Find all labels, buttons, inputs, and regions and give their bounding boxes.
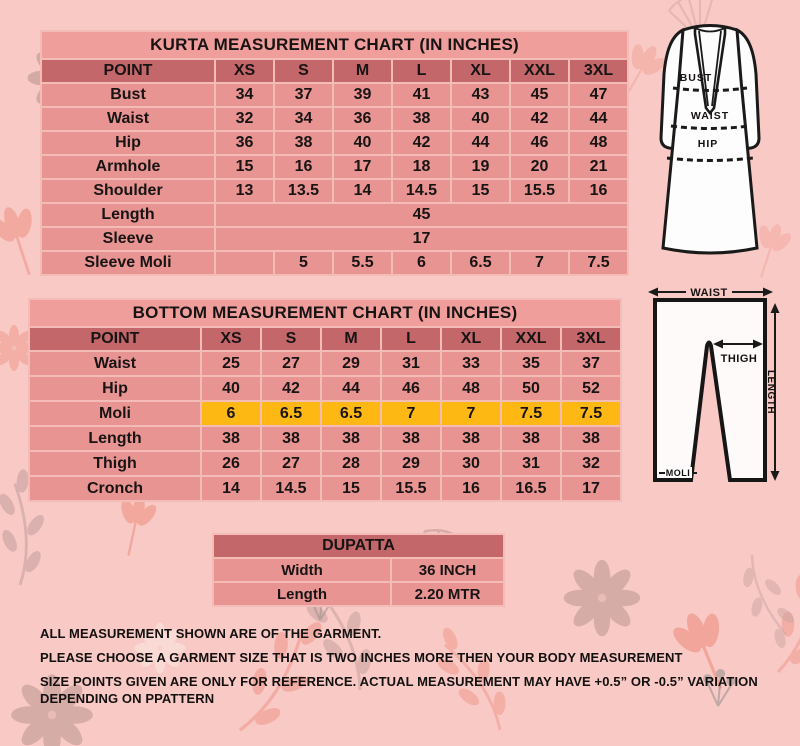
cell: 6: [393, 252, 450, 274]
bottom-diagram: [634, 282, 784, 504]
bottom-chart-title: BOTTOM MEASUREMENT CHART (IN INCHES): [30, 300, 620, 326]
merged-cell: 45: [216, 204, 627, 226]
cell: 17: [334, 156, 391, 178]
measurement-notes: [40, 626, 788, 715]
table-row: [42, 252, 627, 274]
cell: 43: [452, 84, 509, 106]
highlighted-cell: 7: [382, 402, 440, 425]
table-row: [42, 204, 627, 226]
cell: 26: [202, 452, 260, 475]
table-row: [30, 427, 620, 450]
cell: 34: [216, 84, 273, 106]
col-header: L: [382, 328, 440, 350]
table-row: [30, 452, 620, 475]
cell: 38: [275, 132, 332, 154]
dupatta-title-row: [214, 535, 503, 557]
col-header: 3XL: [570, 60, 627, 82]
cell: 18: [393, 156, 450, 178]
cell: 41: [393, 84, 450, 106]
row-label: Cronch: [30, 477, 200, 500]
cell: 7: [511, 252, 568, 274]
table-row: [30, 352, 620, 375]
cell: 5.5: [334, 252, 391, 274]
cell: 38: [322, 427, 380, 450]
note-line: SIZE POINTS GIVEN ARE ONLY FOR REFERENCE. ACTUAL MEASUREMENT MAY HAVE +0.5” OR -0.5” VARIATION: [40, 674, 758, 689]
highlighted-cell: 7: [442, 402, 500, 425]
cell: 15: [452, 180, 509, 202]
row-label: Bust: [42, 84, 214, 106]
table-row: [42, 228, 627, 250]
row-label: Hip: [42, 132, 214, 154]
kurta-waist-label: WAIST: [690, 110, 730, 122]
cell: 6.5: [452, 252, 509, 274]
cell: 29: [322, 352, 380, 375]
row-label: Waist: [30, 352, 200, 375]
cell: 44: [570, 108, 627, 130]
cell: 25: [202, 352, 260, 375]
kurta-bust-label: BUST: [679, 72, 713, 84]
row-label: Shoulder: [42, 180, 214, 202]
cell: 2.20 MTR: [392, 583, 503, 605]
bottom-measurement-table: [28, 298, 622, 502]
kurta-diagram: [638, 18, 783, 268]
pants-outline: [655, 300, 765, 480]
cell: 36 INCH: [392, 559, 503, 581]
cell: 14.5: [262, 477, 320, 500]
cell: 38: [502, 427, 560, 450]
cell: 21: [570, 156, 627, 178]
cell: 16: [275, 156, 332, 178]
cell: 15.5: [511, 180, 568, 202]
col-header: XXL: [502, 328, 560, 350]
row-label: Length: [214, 583, 390, 605]
cell: 16: [442, 477, 500, 500]
kurta-chart-header-row: [42, 60, 627, 82]
col-header: XS: [202, 328, 260, 350]
cell: 38: [562, 427, 620, 450]
row-label: Thigh: [30, 452, 200, 475]
cell: 45: [511, 84, 568, 106]
table-row: [42, 108, 627, 130]
row-label: Width: [214, 559, 390, 581]
cell: 46: [382, 377, 440, 400]
cell: 48: [442, 377, 500, 400]
table-row: [42, 132, 627, 154]
cell: 36: [216, 132, 273, 154]
cell: 42: [262, 377, 320, 400]
col-header: XL: [442, 328, 500, 350]
cell: 37: [275, 84, 332, 106]
highlighted-cell: 6.5: [262, 402, 320, 425]
cell: 15: [216, 156, 273, 178]
col-header: S: [262, 328, 320, 350]
dupatta-table: [212, 533, 505, 607]
cell: 40: [452, 108, 509, 130]
col-header: 3XL: [562, 328, 620, 350]
cell: 27: [262, 452, 320, 475]
row-label: Sleeve Moli: [42, 252, 214, 274]
cell: 16.5: [502, 477, 560, 500]
col-header: POINT: [30, 328, 200, 350]
highlighted-cell: 7.5: [502, 402, 560, 425]
cell: 13: [216, 180, 273, 202]
cell: 14.5: [393, 180, 450, 202]
cell: 36: [334, 108, 391, 130]
kurta-chart-title-row: [42, 32, 627, 58]
highlighted-cell: 6.5: [322, 402, 380, 425]
col-header: XXL: [511, 60, 568, 82]
cell: 32: [216, 108, 273, 130]
row-label: Length: [30, 427, 200, 450]
table-row: [42, 84, 627, 106]
cell: 19: [452, 156, 509, 178]
col-header: M: [334, 60, 391, 82]
cell: 38: [393, 108, 450, 130]
cell: 38: [382, 427, 440, 450]
col-header: M: [322, 328, 380, 350]
col-header: XL: [452, 60, 509, 82]
cell: 42: [511, 108, 568, 130]
row-label: Waist: [42, 108, 214, 130]
highlighted-cell: 7.5: [562, 402, 620, 425]
cell: 31: [502, 452, 560, 475]
dupatta-title: DUPATTA: [214, 535, 503, 557]
table-row-highlighted: [30, 402, 620, 425]
col-header: POINT: [42, 60, 214, 82]
cell: 20: [511, 156, 568, 178]
cell: 16: [570, 180, 627, 202]
kurta-chart-title: KURTA MEASUREMENT CHART (IN INCHES): [42, 32, 627, 58]
table-row: [42, 156, 627, 178]
note-line: PLEASE CHOOSE A GARMENT SIZE THAT IS TWO INCHES MORE THEN YOUR BODY MEASUREMENT: [40, 650, 683, 665]
cell: 28: [322, 452, 380, 475]
cell: 13.5: [275, 180, 332, 202]
col-header: L: [393, 60, 450, 82]
cell: 50: [502, 377, 560, 400]
cell: 38: [442, 427, 500, 450]
cell: 5: [275, 252, 332, 274]
pants-length-label: LENGTH: [765, 369, 776, 415]
cell: 40: [334, 132, 391, 154]
cell: 46: [511, 132, 568, 154]
merged-cell: 17: [216, 228, 627, 250]
cell: 38: [262, 427, 320, 450]
table-row: [42, 180, 627, 202]
cell: 33: [442, 352, 500, 375]
row-label: Sleeve: [42, 228, 214, 250]
waist-arrowhead-right: [763, 288, 773, 297]
cell: 15.5: [382, 477, 440, 500]
cell: 17: [562, 477, 620, 500]
cell: 31: [382, 352, 440, 375]
cell: 34: [275, 108, 332, 130]
note-line: ALL MEASUREMENT SHOWN ARE OF THE GARMENT.: [40, 626, 382, 641]
waist-arrowhead-left: [648, 288, 658, 297]
cell: 39: [334, 84, 391, 106]
bottom-chart-title-row: [30, 300, 620, 326]
cell: 37: [562, 352, 620, 375]
col-header: S: [275, 60, 332, 82]
row-label: Hip: [30, 377, 200, 400]
pants-moli-label: MOLI: [665, 468, 691, 478]
cell: 35: [502, 352, 560, 375]
table-row: [30, 377, 620, 400]
length-arrowhead-bottom: [771, 471, 780, 481]
bottom-chart-header-row: [30, 328, 620, 350]
highlighted-cell: 6: [202, 402, 260, 425]
cell: 52: [562, 377, 620, 400]
length-arrowhead-top: [771, 303, 780, 313]
cell: [216, 252, 273, 274]
cell: 48: [570, 132, 627, 154]
pants-waist-label: WAIST: [690, 287, 728, 299]
table-row: [214, 583, 503, 605]
kurta-measurement-table: [40, 30, 629, 276]
cell: 40: [202, 377, 260, 400]
table-row: [214, 559, 503, 581]
cell: 32: [562, 452, 620, 475]
cell: 15: [322, 477, 380, 500]
table-row: [30, 477, 620, 500]
cell: 30: [442, 452, 500, 475]
cell: 29: [382, 452, 440, 475]
cell: 44: [322, 377, 380, 400]
cell: 27: [262, 352, 320, 375]
note-line: DEPENDING ON PPATTERN: [40, 691, 215, 706]
cell: 44: [452, 132, 509, 154]
kurta-hip-label: HIP: [697, 138, 719, 150]
pants-thigh-label: THIGH: [720, 353, 758, 365]
row-label: Armhole: [42, 156, 214, 178]
cell: 42: [393, 132, 450, 154]
cell: 47: [570, 84, 627, 106]
cell: 14: [202, 477, 260, 500]
col-header: XS: [216, 60, 273, 82]
row-label: Moli: [30, 402, 200, 425]
cell: 14: [334, 180, 391, 202]
cell: 7.5: [570, 252, 627, 274]
cell: 38: [202, 427, 260, 450]
row-label: Length: [42, 204, 214, 226]
